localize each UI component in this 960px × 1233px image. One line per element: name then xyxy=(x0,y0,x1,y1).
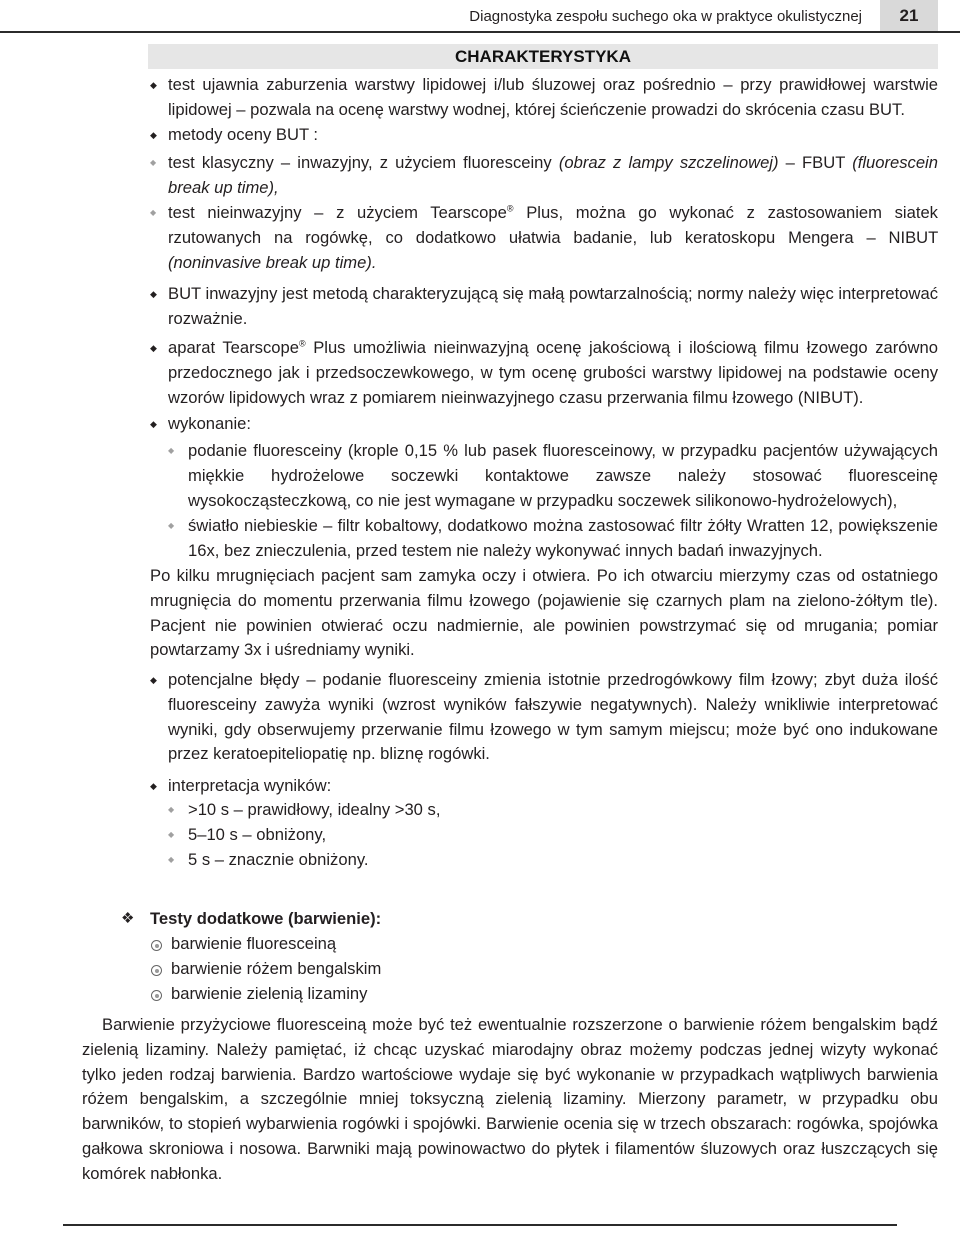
item-6: potencjalne błędy – podanie fluoresceiny zmienia istotnie przedrogówkowy film łzowy; zbyt duża ilość fluoresceiny zawyża wyniki (wzrost wyników fałszywie negatywnych). Należy wnikliwie interpretować wyniki, gdy obserwujemy przerwanie filmu łzowego w tym samym miejscu; może być ono indukowane przez keratoepiteliopatię np. bliznę rogówki. xyxy=(168,670,938,764)
sub-bullet-icon: ◆ xyxy=(150,208,157,217)
header-rule xyxy=(0,31,960,33)
bullet-icon: ◆ xyxy=(150,80,157,90)
section-title: CHARAKTERYSTYKA xyxy=(148,44,938,69)
sub-bullet-icon: ◆ xyxy=(168,521,175,530)
sub-bullet-icon: ◆ xyxy=(168,446,175,455)
circle-bullet-icon xyxy=(151,965,162,976)
item-7a: >10 s – prawidłowy, idealny >30 s, xyxy=(188,800,441,819)
item-7c: 5 s – znacznie obniżony. xyxy=(188,850,369,869)
item-7b: 5–10 s – obniżony, xyxy=(188,825,327,844)
registered-mark: ® xyxy=(298,338,306,349)
sub-bullet-icon: ◆ xyxy=(168,805,175,814)
bullet-icon: ◆ xyxy=(150,781,157,791)
test-item: barwienie różem bengalskim xyxy=(171,959,382,978)
sub-bullet-icon: ◆ xyxy=(168,855,175,864)
item-5b: światło niebieskie – filtr kobaltowy, dodatkowo można zastosować filtr żółty Wratten 12, powiększenie 16x, bez znieczulenia, przed testem nie należy wykonywać innych badań inwazyjnych. xyxy=(188,516,938,560)
running-title: Diagnostyka zespołu suchego oka w praktyce okulistycznej xyxy=(469,8,862,25)
circle-bullet-icon xyxy=(151,940,162,951)
bullet-icon: ◆ xyxy=(150,675,157,685)
item-2b: test nieinwazyjny – z użyciem Tearscope® Plus, można go wykonać z zastosowaniem siatek rzutowanych na rogówkę, co dodatkowo ułatwia badanie, lub keratoskopu Mengera – NIBUT (noninvasive break up time). xyxy=(168,203,938,272)
test-item: barwienie zielenią lizaminy xyxy=(171,984,368,1003)
bullet-icon: ◆ xyxy=(150,130,157,140)
item-5a: podanie fluoresceiny (krople 0,15 % lub pasek fluoresceinowy, w przypadku pacjentów używających miękkie hydrożelowe soczewki kontaktowe zawsze należy stosować fluoresceinę wysokocząsteczkową, co nie jest wymagane w przypadku soczewek silikonowo-hydrożelowych), xyxy=(188,441,938,510)
bullet-icon: ◆ xyxy=(150,343,157,353)
registered-mark: ® xyxy=(506,203,514,214)
paragraph-procedure: Po kilku mrugnięciach pacjent sam zamyka oczy i otwiera. Po ich otwarciu mierzymy czas od ostatniego mrugnięcia do momentu przerwania filmu łzowego (pojawienie się czarnych plam na zielono-żółtym tle). Pacjent nie powinien otwierać oczu nadmiernie, ale powinien powstrzymać się od mrugania; pomiar powtarzamy 3x i uśredniamy wyniki. xyxy=(150,566,938,660)
item-7: interpretacja wyników: xyxy=(168,776,332,795)
bullet-icon: ◆ xyxy=(150,419,157,429)
footer-rule xyxy=(63,1224,897,1226)
bullet-icon: ◆ xyxy=(150,289,157,299)
page-number: 21 xyxy=(880,0,938,31)
tests-title: Testy dodatkowe (barwienie): xyxy=(150,909,382,928)
item-5: wykonanie: xyxy=(168,414,252,433)
item-2a: test klasyczny – inwazyjny, z użyciem fluoresceiny (obraz z lampy szczelinowej) – FBUT (fluorescein break up time), xyxy=(168,153,938,197)
item-3: BUT inwazyjny jest metodą charakteryzującą się małą powtarzalnością; normy należy więc interpretować rozważnie. xyxy=(168,284,938,328)
test-item: barwienie fluoresceiną xyxy=(171,934,337,953)
section-marker-icon: ❖ xyxy=(121,910,135,927)
item-2: metody oceny BUT : xyxy=(168,125,319,144)
item-1: test ujawnia zaburzenia warstwy lipidowej i/lub śluzowej oraz pośrednio – przy prawidłowej warstwie lipidowej – pozwala na ocenę warstwy wodnej, której ścieńczenie prowadzi do skrócenia czasu BUT. xyxy=(168,75,938,119)
sub-bullet-icon: ◆ xyxy=(168,830,175,839)
circle-bullet-icon xyxy=(151,990,162,1001)
closing-paragraph: Barwienie przyżyciowe fluoresceiną może być też ewentualnie rozszerzone o barwienie różem bengalskim bądź zielenią lizaminy. Należy pamiętać, iż chcąc uzyskać miarodajny obraz możemy podczas jednej wizyty wykonać tylko jeden rodzaj barwienia. Bardzo wartościowe wydaje się być wykonanie w przypadkach wątpliwych barwienia różem bengalskim, a szczególnie mniej toksyczną zielenią lizaminy. Mierzony parametr, w przypadku obu barwników, to stopień wybarwienia rogówki i spojówki. Barwienie ocenia się w trzech obszarach: rogówka, spojówka gałkowa skroniowa i nosowa. Barwniki mają powinowactwo do płytek i filamentów śluzowych oraz łuszczących się komórek nabłonka. xyxy=(82,1015,938,1183)
item-4: aparat Tearscope® Plus umożliwia nieinwazyjną ocenę jakościową i ilościową filmu łzowego zarówno przedocznego jak i przedsoczewkowego, w tym ocenę grubości warstwy lipidowej na podstawie oceny wzorów lipidowych wraz z pomiarem nieinwazyjnego czasu przerwania filmu łzowego (NIBUT). xyxy=(168,338,938,407)
sub-bullet-icon: ◆ xyxy=(150,158,157,167)
